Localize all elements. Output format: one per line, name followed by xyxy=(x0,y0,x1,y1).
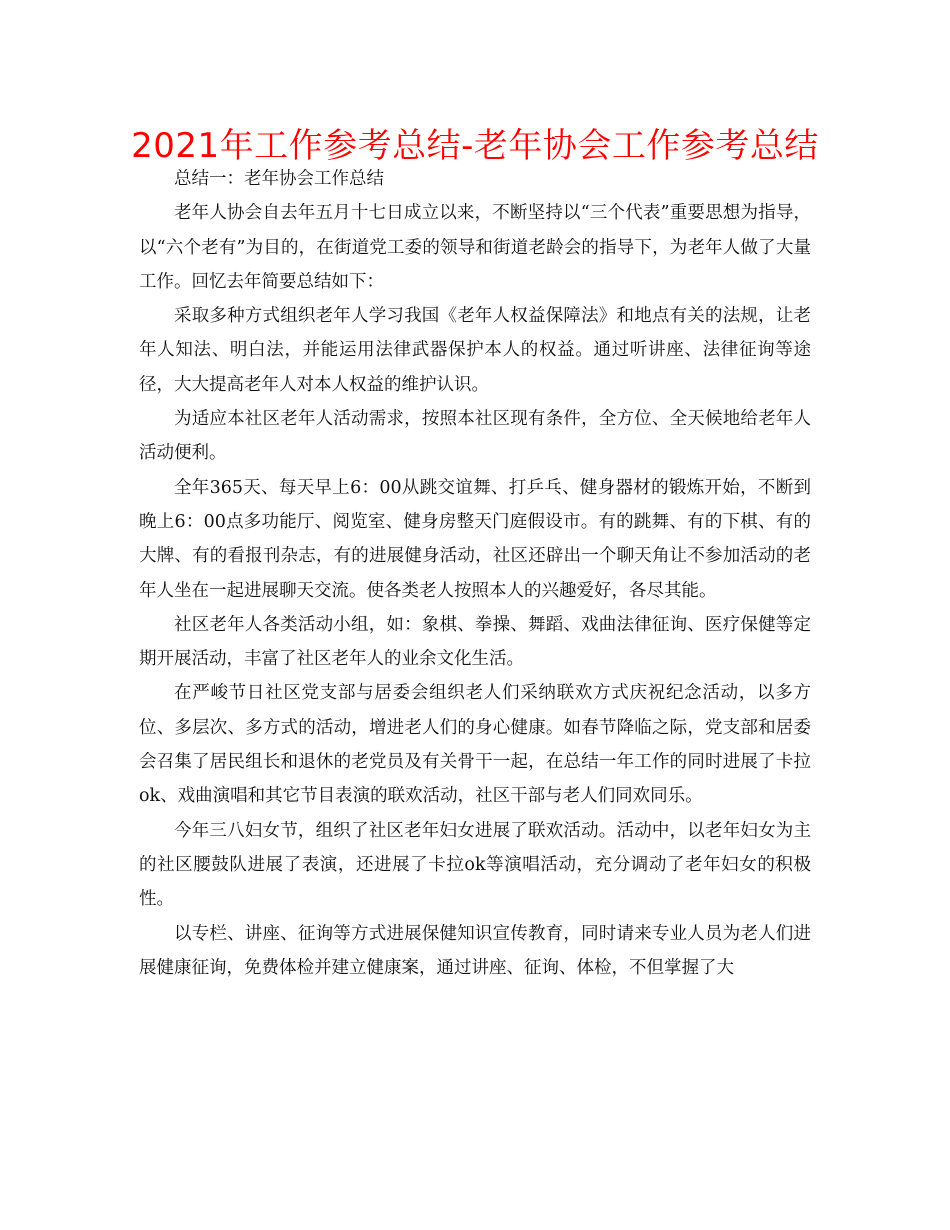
paragraph: 老年人协会自去年五月十七日成立以来，不断坚持以“三个代表”重要思想为指导，以“六个老有”为目的，在街道党工委的领导和街道老龄会的指导下，为老年人做了大量工作。回忆去年简要总结如下： xyxy=(139,203,811,292)
paragraph: 今年三八妇女节，组织了社区老年妇女进展了联欢活动。活动中，以老年妇女为主的社区腰鼓队进展了表演，还进展了卡拉ok等演唱活动，充分调动了老年妇女的积极性。 xyxy=(139,820,811,910)
paragraph: 以专栏、讲座、征询等方式进展保健知识宣传教育，同时请来专业人员为老人们进展健康征询，免费体检并建立健康案，通过讲座、征询、体检，不但掌握了大 xyxy=(139,923,811,978)
paragraph: 全年365天、每天早上6：00从跳交谊舞、打乒乓、健身器材的锻炼开始，不断到晚上6：00点多功能厅、阅览室、健身房整天门庭假设市。有的跳舞、有的下棋、有的大牌、有的看报刊杂志，有的进展健身活动，社区还辟出一个聊天角让不参加活动的老年人坐在一起进展聊天交流。使各类老人按照本人的兴趣爱好，各尽其能。 xyxy=(139,477,811,601)
paragraph: 为适应本社区老年人活动需求，按照本社区现有条件，全方位、全天候地给老年人活动便利。 xyxy=(139,409,811,464)
paragraph: 采取多种方式组织老年人学习我国《老年人权益保障法》和地点有关的法规，让老年人知法、明白法，并能运用法律武器保护本人的权益。通过听讲座、法律征询等途径，大大提高老年人对本人权益的维护认识。 xyxy=(139,306,811,395)
paragraph: 社区老年人各类活动小组，如：象棋、拳操、舞蹈、戏曲法律征询、医疗保健等定期开展活动，丰富了社区老年人的业余文化生活。 xyxy=(139,614,811,670)
document-body xyxy=(139,162,811,985)
document-title: 2021年工作参考总结-老年协会工作参考总结 xyxy=(131,126,819,166)
section-subtitle: 总结一：老年协会工作总结 xyxy=(174,169,384,189)
paragraph: 在严峻节日社区党支部与居委会组织老人们采纳联欢方式庆祝纪念活动，以多方位、多层次、多方式的活动，增进老人们的身心健康。如春节降临之际，党支部和居委会召集了居民组长和退休的老党员及有关骨干一起，在总结一年工作的同时进展了卡拉ok、戏曲演唱和其它节目表演的联欢活动，社区干部与老人们同欢同乐。 xyxy=(139,683,811,807)
